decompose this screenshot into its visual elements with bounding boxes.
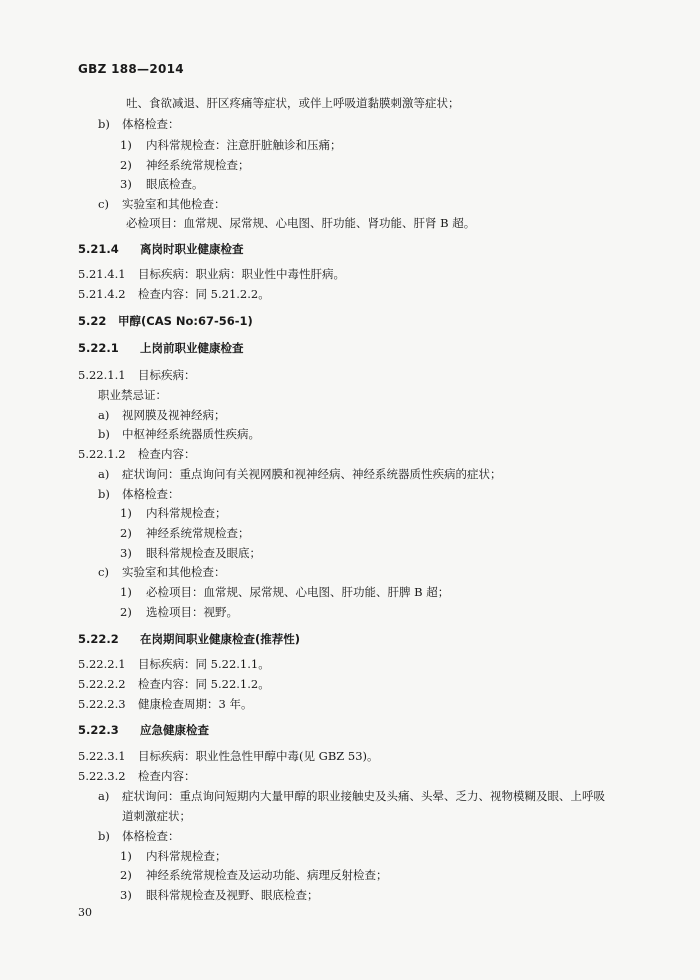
section-heading: 5.22 甲醇(CAS No:67-56-1) [78, 314, 253, 328]
page-number: 30 [78, 906, 92, 919]
list-item: 2) 选检项目：视野。 [120, 605, 238, 619]
section-heading: 5.22.1 上岗前职业健康检查 [78, 341, 244, 355]
clause: 5.22.3.1 目标疾病：职业性急性甲醇中毒(见 GBZ 53)。 [78, 749, 379, 763]
list-item: a) 视网膜及视神经病； [98, 408, 226, 422]
list-item: 3) 眼科常规检查及视野、眼底检查； [120, 888, 319, 902]
list-item: a) 症状询问：重点询问短期内大量甲醇的职业接触史及头痛、头晕、乏力、视物模糊及眼、上呼吸 [98, 789, 605, 803]
list-item: b) 体格检查： [98, 829, 180, 843]
list-item: c) 实验室和其他检查： [98, 565, 226, 579]
section-heading: 5.22.2 在岗期间职业健康检查(推荐性) [78, 632, 301, 646]
text-line: 必检项目：血常规、尿常规、心电图、肝功能、肾功能、肝肾 B 超。 [126, 216, 476, 230]
list-item: 3) 眼科常规检查及眼底； [120, 546, 261, 560]
text-line: 道刺激症状； [122, 809, 191, 823]
list-item: 3) 眼底检查。 [120, 177, 204, 191]
list-item: 2) 神经系统常规检查及运动功能、病理反射检查； [120, 868, 388, 882]
clause: 5.22.3.2 检查内容： [78, 769, 196, 783]
section-heading: 5.22.3 应急健康检查 [78, 723, 209, 737]
list-item: 1) 内科常规检查：注意肝脏触诊和压痛； [120, 138, 342, 152]
list-item: b) 中枢神经系统器质性疾病。 [98, 427, 260, 441]
section-heading: 5.21.4 离岗时职业健康检查 [78, 242, 244, 256]
clause: 5.22.1.1 目标疾病： [78, 368, 196, 382]
clause: 5.21.4.1 目标疾病：职业病：职业性中毒性肝病。 [78, 267, 345, 281]
list-item: a) 症状询问：重点询问有关视网膜和视神经病、神经系统器质性疾病的症状； [98, 467, 502, 481]
list-item: c) 实验室和其他检查： [98, 197, 226, 211]
list-item: b) 体格检查： [98, 117, 180, 131]
list-item: 2) 神经系统常规检查； [120, 158, 250, 172]
clause: 5.22.2.3 健康检查周期：3 年。 [78, 697, 253, 711]
clause: 5.22.2.2 检查内容：同 5.22.1.2。 [78, 677, 270, 691]
clause: 5.21.4.2 检查内容：同 5.21.2.2。 [78, 287, 270, 301]
list-item: b) 体格检查： [98, 487, 180, 501]
clause: 5.22.1.2 检查内容： [78, 447, 196, 461]
text-line: 吐、食欲减退、肝区疼痛等症状，或伴上呼吸道黏膜刺激等症状； [126, 96, 460, 110]
list-item: 2) 神经系统常规检查； [120, 526, 250, 540]
clause: 5.22.2.1 目标疾病：同 5.22.1.1。 [78, 657, 270, 671]
text-line: 职业禁忌证： [98, 388, 167, 402]
list-item: 1) 内科常规检查； [120, 849, 227, 863]
list-item: 1) 必检项目：血常规、尿常规、心电图、肝功能、肝脾 B 超； [120, 585, 450, 599]
standard-code: GBZ 188—2014 [78, 62, 184, 76]
list-item: 1) 内科常规检查； [120, 506, 227, 520]
